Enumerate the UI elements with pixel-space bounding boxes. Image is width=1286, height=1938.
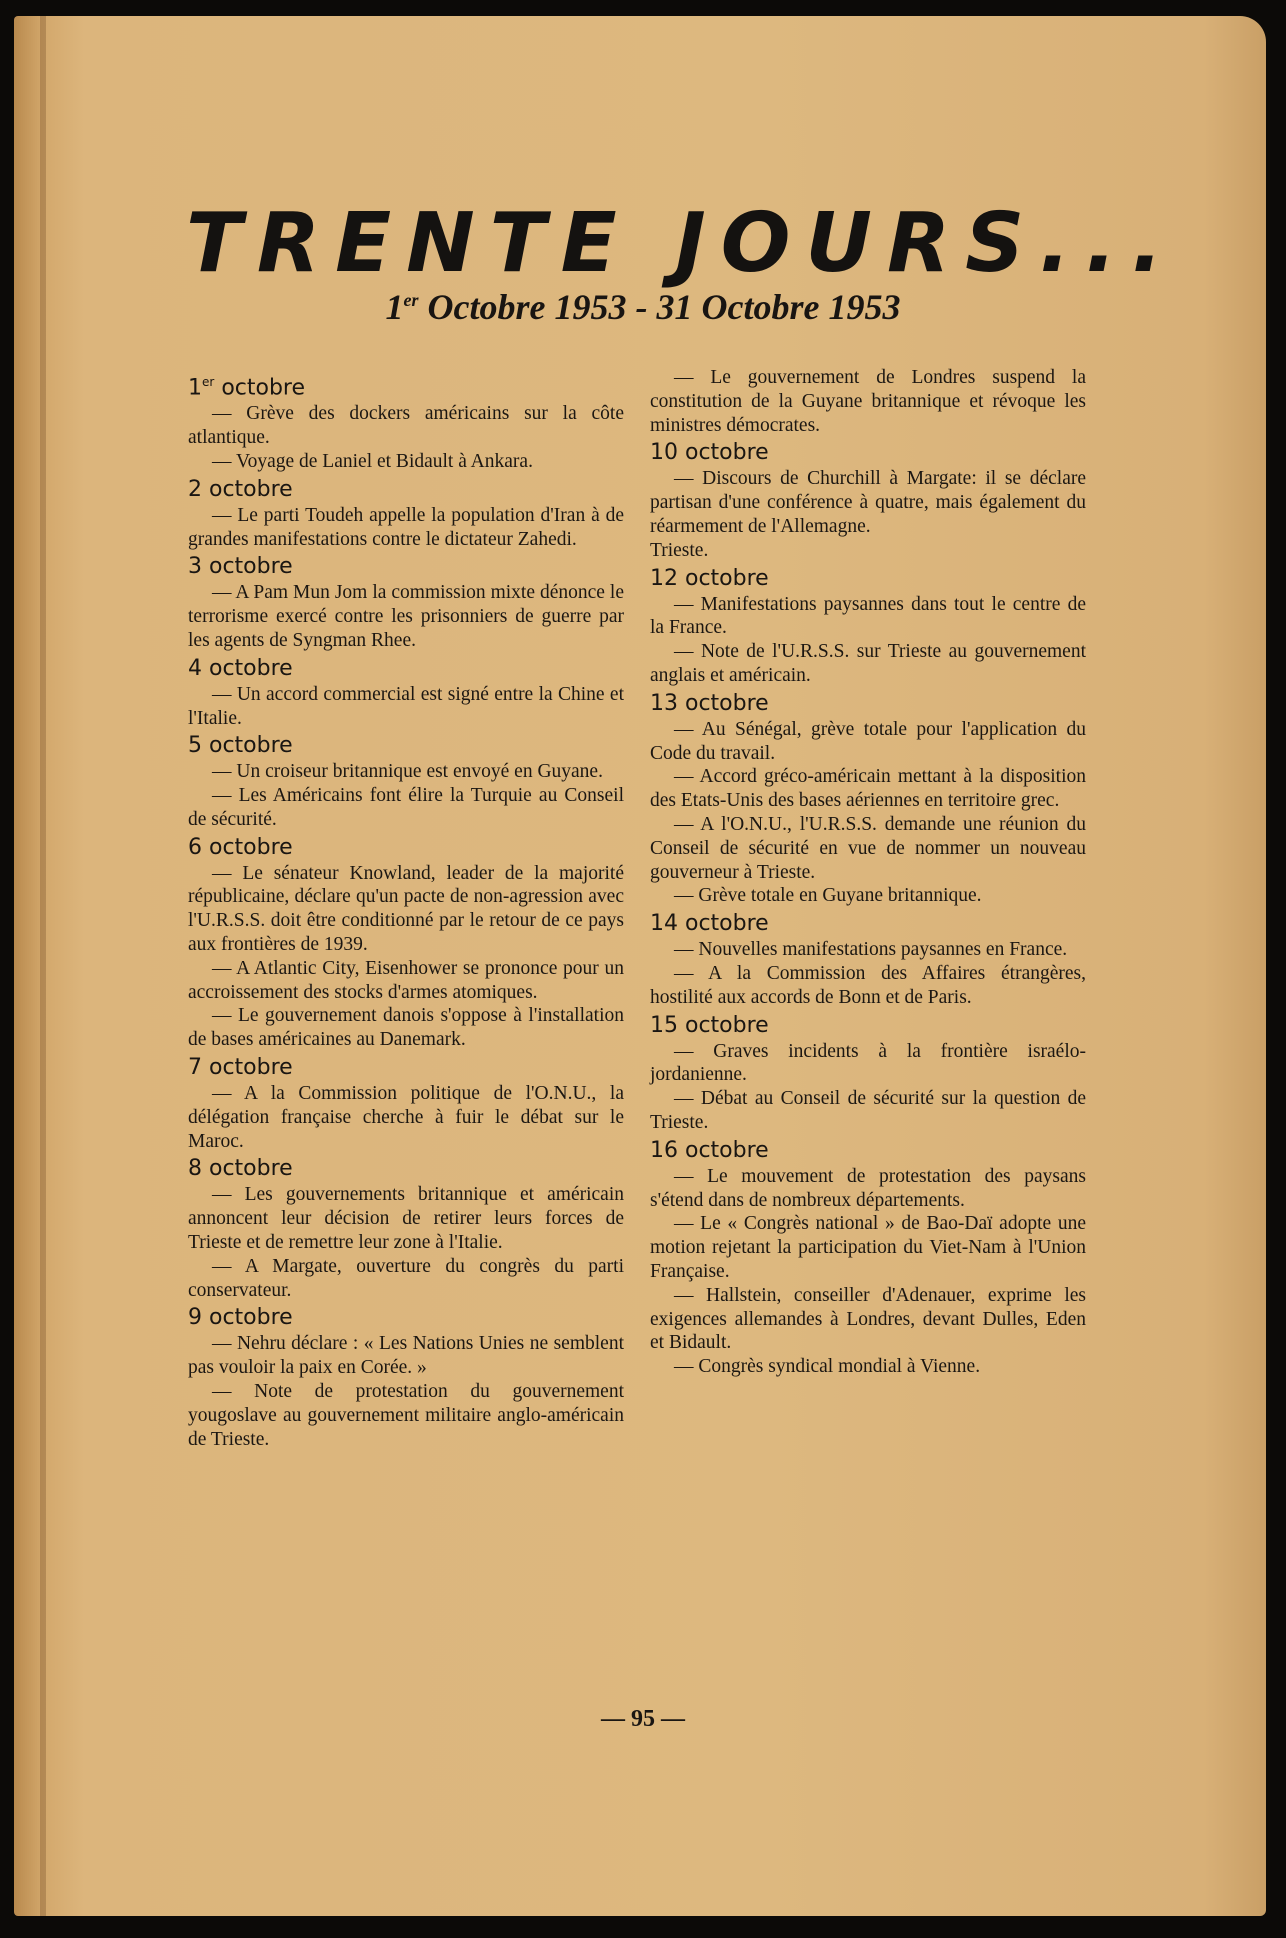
page-subtitle [0, 286, 1286, 328]
date-day: 7 [188, 1055, 202, 1081]
date-month: octobre [209, 1305, 293, 1331]
date-day: 1 [188, 375, 202, 401]
date-month: octobre [685, 1012, 769, 1038]
entry-paragraph: — A Margate, ouverture du congrès du parti conservateur. [188, 1255, 624, 1301]
right-column [650, 366, 1086, 1379]
entry-paragraph: — Les Américains font élire la Turquie au Conseil de sécurité. [188, 785, 624, 830]
subtitle-text: Octobre 1953 - 31 Octobre 1953 [427, 287, 901, 327]
date-heading [188, 476, 624, 504]
entry-paragraph: — Un accord commercial est signé entre la Chine et l'Italie. [188, 683, 624, 729]
date-month: octobre [685, 565, 769, 591]
entry-paragraph: — Au Sénégal, grève totale pour l'application du Code du travail. [650, 718, 1086, 764]
date-heading [188, 368, 624, 402]
entry-paragraph: — Manifestations paysannes dans tout le centre de la France. [650, 593, 1086, 639]
date-heading [188, 834, 624, 862]
entry-paragraph: — Discours de Churchill à Margate: il se déclare partisan d'une conférence à quatre, mais également du réarmement de l'Allemagne. [650, 468, 1086, 537]
date-month: octobre [685, 911, 769, 937]
date-month: octobre [221, 375, 306, 401]
date-heading [650, 565, 1086, 593]
page-title: TRENTE JOURS... [186, 196, 1178, 291]
date-month: octobre [209, 1055, 293, 1081]
date-day: 10 [650, 440, 678, 466]
date-month: octobre [209, 733, 293, 759]
entry-paragraph: — A Pam Mun Jom la commission mixte dénonce le terrorisme exercé contre les prisonniers de guerre par les agents de Syngman Rhee. [188, 582, 624, 651]
date-day: 14 [650, 911, 678, 937]
date-heading [650, 1012, 1086, 1040]
date-heading [188, 655, 624, 683]
entry-paragraph: — Hallstein, conseiller d'Adenauer, exprime les exigences allemandes à Londres, devant Dulles, Eden et Bidault. [650, 1284, 1086, 1354]
entry-paragraph: — Note de protestation du gouvernement yougoslave au gouvernement militaire anglo-américain de Trieste. [188, 1381, 624, 1450]
entry-paragraph: — Grève totale en Guyane britannique. [674, 885, 982, 907]
subtitle-sup: er [403, 290, 419, 310]
date-day: 2 [188, 476, 202, 502]
entry-paragraph: — A la Commission politique de l'O.N.U., la délégation française cherche à fuir le débat sur le Maroc. [188, 1083, 624, 1152]
entry-paragraph: — Le « Congrès national » de Bao-Daï adopte une motion rejetant la participation du Viet-Nam à l'Union Française. [650, 1213, 1086, 1282]
entry-paragraph: — Nouvelles manifestations paysannes en France. [674, 939, 1068, 961]
page-number: — 95 — [601, 1706, 685, 1732]
entry-paragraph: — Accord gréco-américain mettant à la disposition des Etats-Unis des bases aériennes en territoire grec. [650, 766, 1086, 812]
entry-paragraph: — A Atlantic City, Eisenhower se prononce pour un accroissement des stocks d'armes atomiques. [188, 957, 624, 1003]
date-month: octobre [209, 1156, 293, 1182]
entry-tail: Trieste. [650, 539, 709, 561]
entry-paragraph: — Voyage de Laniel et Bidault à Ankara. [212, 450, 533, 472]
date-day: 6 [188, 834, 202, 860]
subtitle-day: 1 [385, 287, 404, 327]
entry-paragraph: — A la Commission des Affaires étrangères, hostilité aux accords de Bonn et de Paris. [650, 962, 1086, 1008]
date-heading [188, 732, 624, 760]
left-column [188, 366, 624, 1451]
date-heading [650, 439, 1086, 467]
date-month: octobre [685, 690, 769, 716]
entry-paragraph: — Note de l'U.R.S.S. sur Trieste au gouvernement anglais et américain. [650, 641, 1086, 686]
date-day: 15 [650, 1012, 678, 1038]
date-heading [188, 553, 624, 581]
date-day: 4 [188, 655, 202, 681]
entry-paragraph: — A l'O.N.U., l'U.R.S.S. demande une réunion du Conseil de sécurité en vue de nommer un nouveau gouverneur à Trieste. [650, 813, 1086, 883]
entry-paragraph: — Le sénateur Knowland, leader de la majorité républicaine, déclare qu'un pacte de non-agression avec l'U.R.S.S. doit être conditionné par le retour de ce pays aux frontières de 1939. [188, 862, 624, 956]
date-day: 8 [188, 1156, 202, 1182]
date-sup: er [202, 375, 215, 389]
date-heading [188, 1054, 624, 1082]
entry-paragraph: — Le parti Toudeh appelle la population d'Iran à de grandes manifestations contre le dictateur Zahedi. [188, 504, 624, 550]
date-month: octobre [685, 1137, 769, 1163]
date-day: 16 [650, 1137, 678, 1163]
entry-paragraph: — Le gouvernement de Londres suspend la constitution de la Guyane britannique et révoque les ministres démocrates. [650, 367, 1086, 436]
entry-paragraph: — Les gouvernements britannique et américain annoncent leur décision de retirer leurs forces de Trieste et de remettre leur zone à l'Italie. [188, 1184, 624, 1254]
entry-paragraph: — Un croiseur britannique est envoyé en Guyane. [212, 761, 603, 783]
entry-paragraph: — Graves incidents à la frontière israélo-jordanienne. [650, 1040, 1086, 1086]
date-heading [188, 1155, 624, 1183]
date-day: 13 [650, 690, 678, 716]
date-heading [650, 1137, 1086, 1165]
date-day: 3 [188, 554, 202, 580]
date-month: octobre [209, 655, 293, 681]
date-month: octobre [209, 476, 293, 502]
date-day: 9 [188, 1305, 202, 1331]
entry-paragraph: — Le mouvement de protestation des paysans s'étend dans de nombreux départements. [650, 1165, 1086, 1211]
entry-paragraph: — Congrès syndical mondial à Vienne. [674, 1356, 981, 1378]
entry-paragraph: — Débat au Conseil de sécurité sur la question de Trieste. [650, 1088, 1086, 1133]
date-day: 12 [650, 565, 678, 591]
date-heading [650, 690, 1086, 718]
date-month: octobre [685, 440, 769, 466]
date-month: octobre [209, 554, 293, 580]
date-day: 5 [188, 733, 202, 759]
entry-paragraph: — Nehru déclare : « Les Nations Unies ne semblent pas vouloir la paix en Corée. » [188, 1333, 624, 1379]
date-month: octobre [209, 834, 293, 860]
date-heading [188, 1304, 624, 1332]
date-heading [650, 910, 1086, 938]
entry-paragraph: — Le gouvernement danois s'oppose à l'installation de bases américaines au Danemark. [188, 1005, 624, 1051]
entry-paragraph: — Grève des dockers américains sur la côte atlantique. [188, 403, 624, 449]
